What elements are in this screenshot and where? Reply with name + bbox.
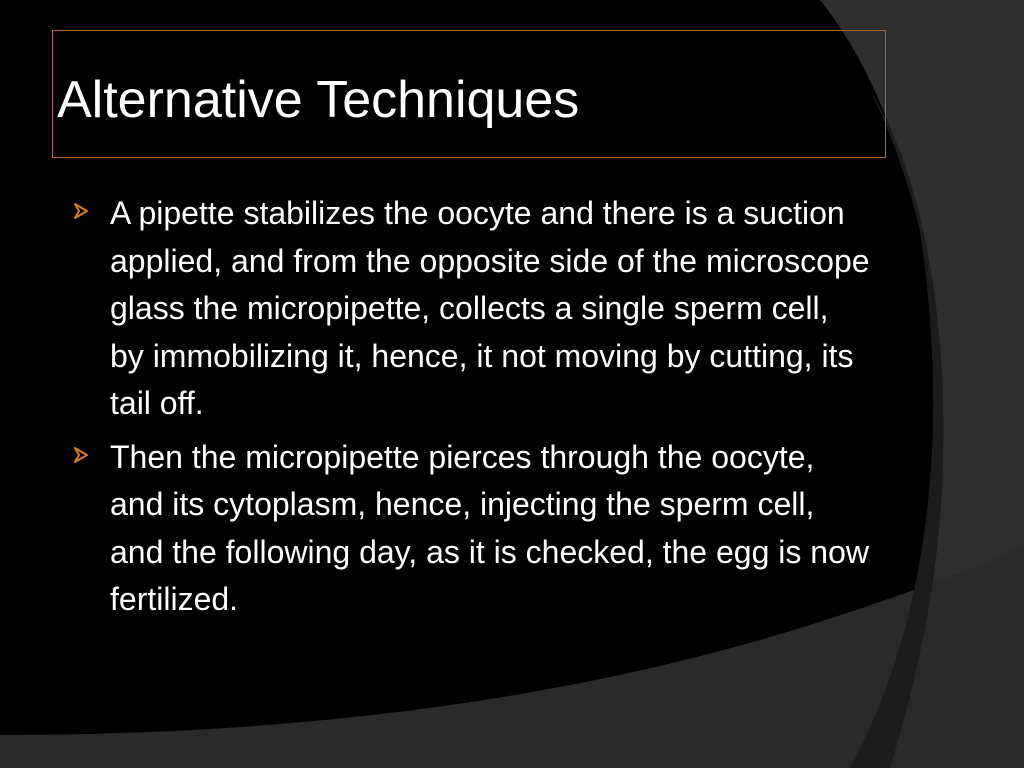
arrowhead-bullet-icon xyxy=(74,447,88,463)
bullet-text: A pipette stabilizes the oocyte and there is a suction applied, and from the opposite side of the microscope glass the micropipette, collects a single sperm cell, by immobilizing it, hence, it not moving by cutting, its tail off. xyxy=(110,195,870,421)
bullet-text: Then the micropipette pierces through the oocyte, and its cytoplasm, hence, injecting the sperm cell, and the following day, as it is checked, the egg is now fertilized. xyxy=(110,438,869,617)
bullet-list xyxy=(70,190,870,630)
arrowhead-bullet-icon xyxy=(74,203,88,219)
slide-title: Alternative Techniques xyxy=(57,71,580,129)
bullet-item xyxy=(70,434,870,624)
bullet-item xyxy=(70,190,870,428)
title-box xyxy=(52,30,886,158)
